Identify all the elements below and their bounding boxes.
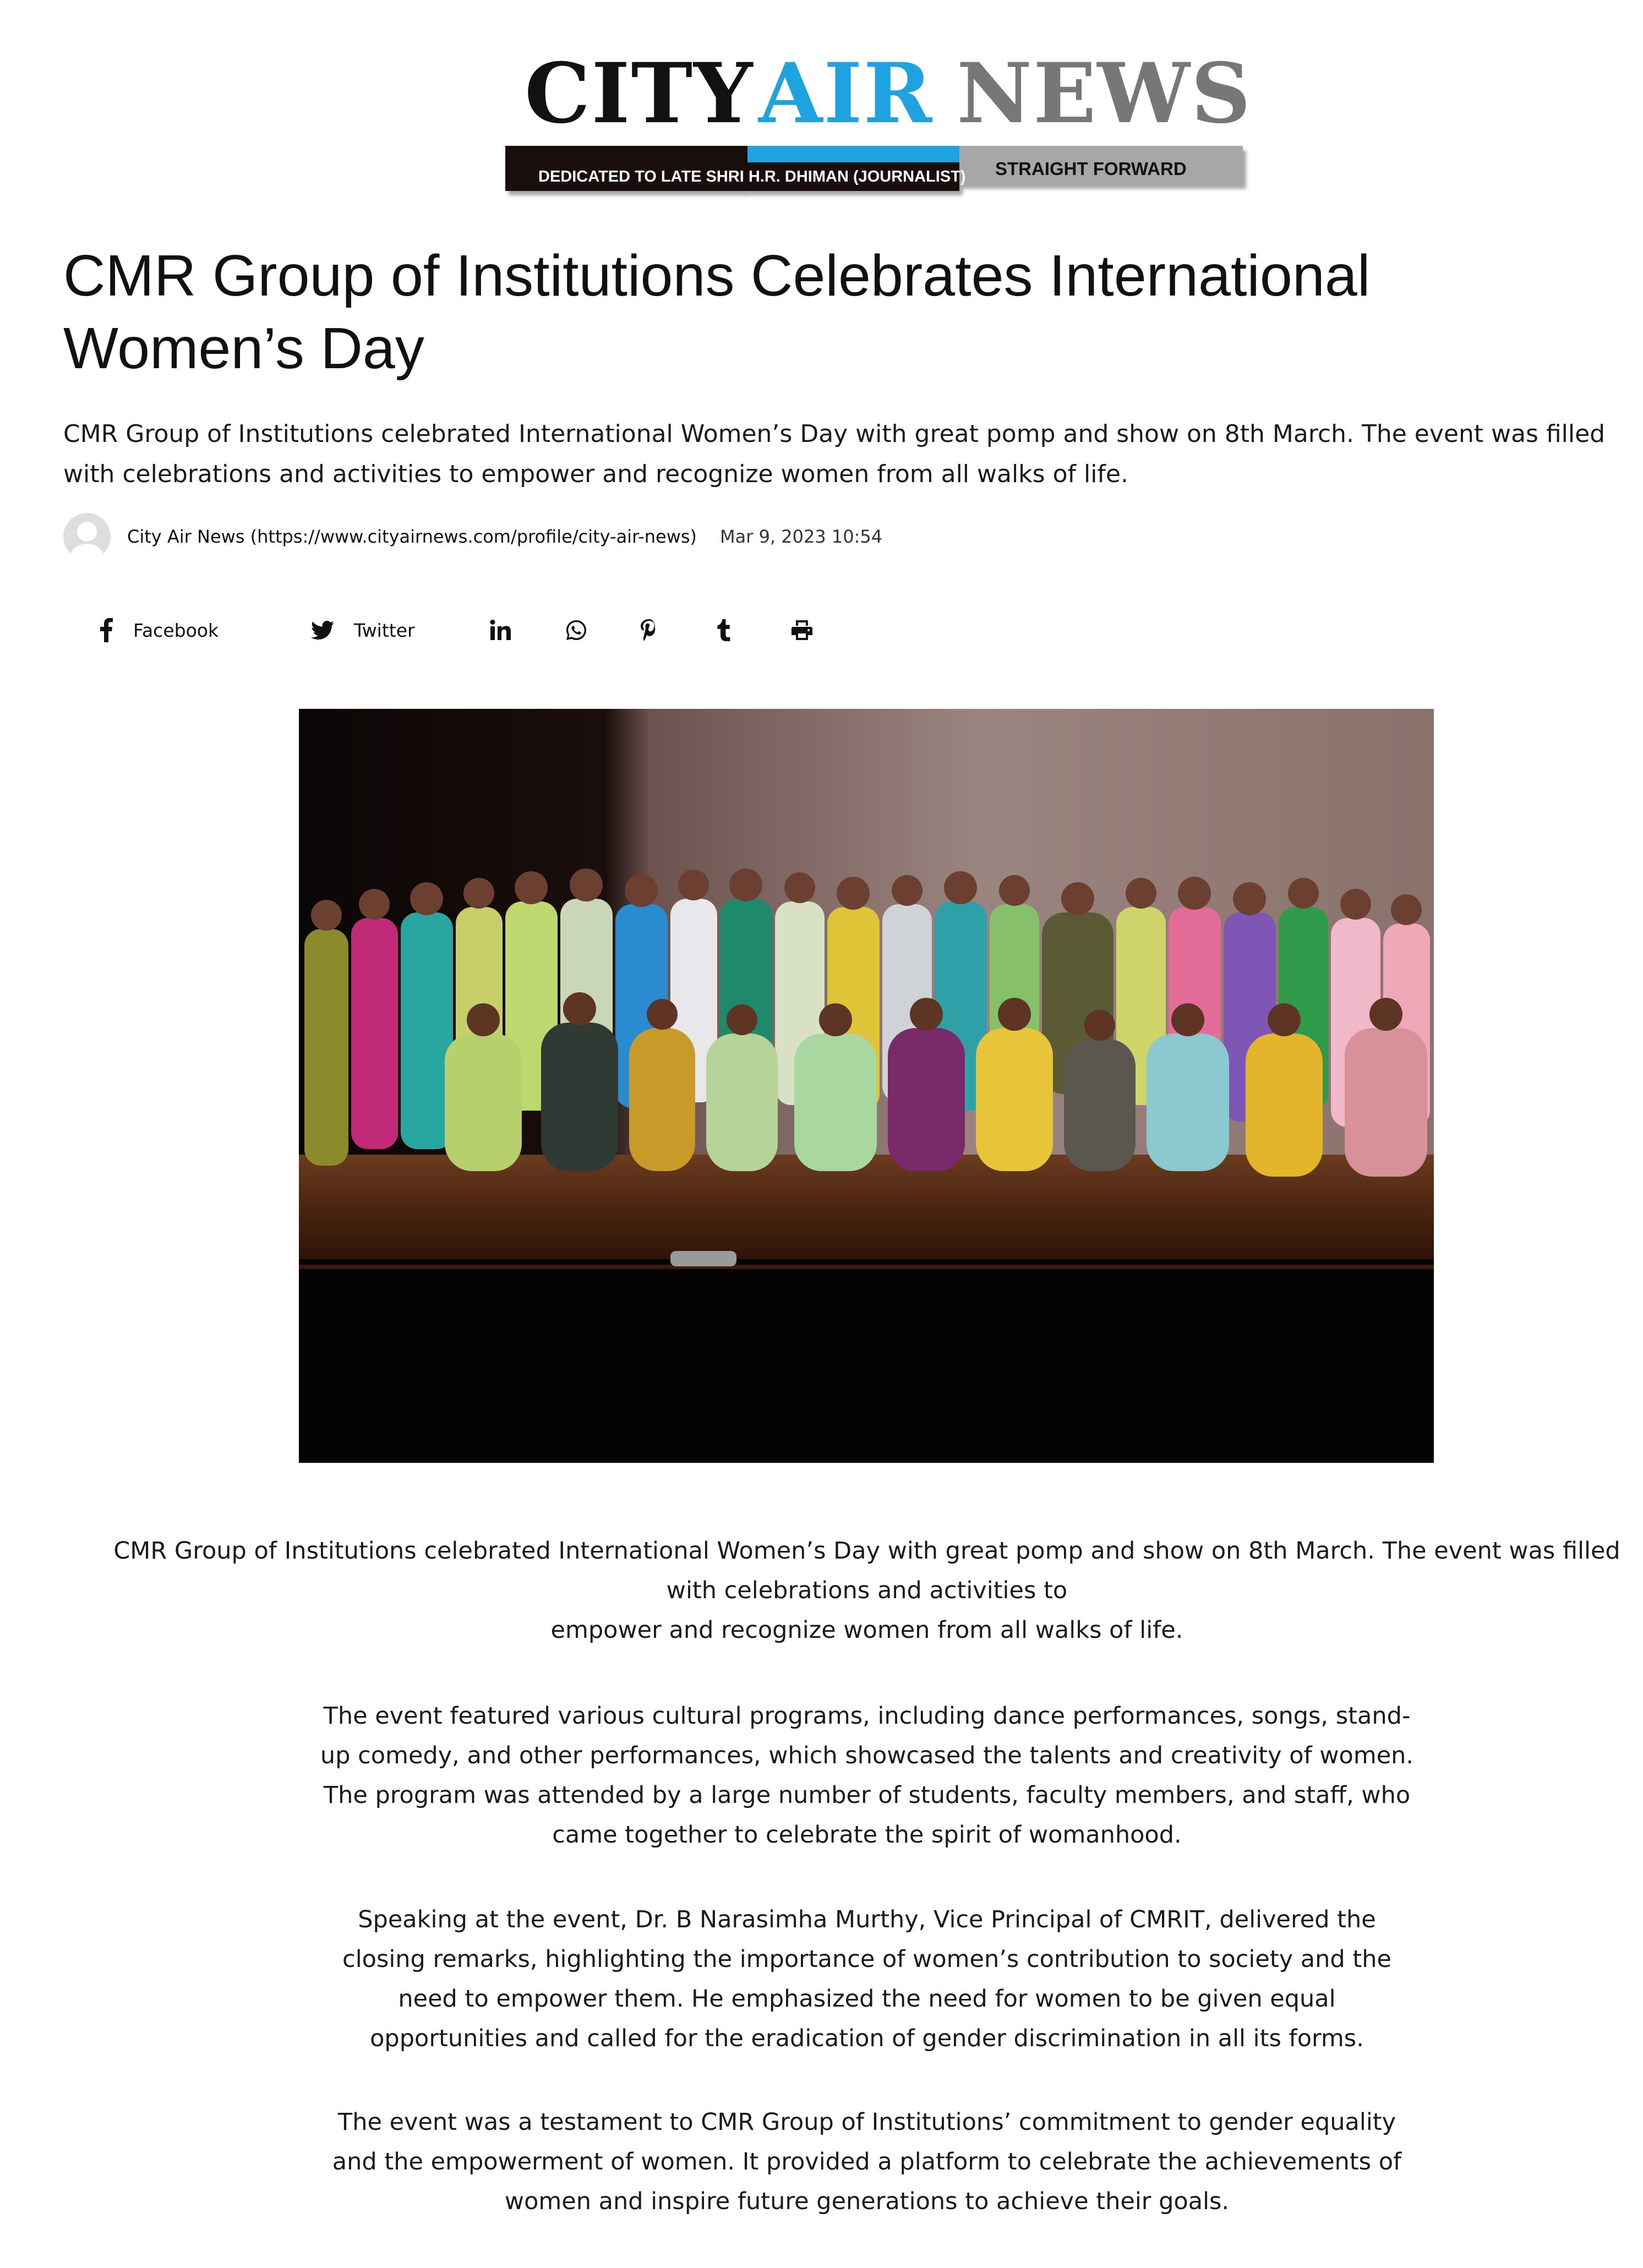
facebook-icon	[99, 618, 113, 642]
tumblr-icon	[716, 619, 730, 641]
article-lede: CMR Group of Institutions celebrated International Women’s Day with great pomp and show on 8th March. The event was filled with celebrations and activities to empower and recognize women from all walks of life.	[63, 420, 1606, 488]
share-facebook-label: Facebook	[133, 619, 219, 641]
share-twitter-label: Twitter	[354, 619, 415, 641]
logo-word-city: CITY	[525, 45, 754, 142]
share-print-button[interactable]	[792, 620, 867, 640]
article-paragraph-4: The event was a testament to CMR Group of Institutions’ commitment to gender equality and the empowerment of women. It provided a platform to celebrate the achievements of women and inspire future generations to achieve their goals.	[332, 2108, 1402, 2215]
front-row-people	[445, 1023, 1427, 1177]
logo-bar-accent	[747, 146, 959, 162]
article-paragraph-1-line-1: CMR Group of Institutions celebrated International Women’s Day with great pomp and show on 8th March. The event was filled with celebrations and activities to	[113, 1537, 1620, 1604]
logo-dedication: DEDICATED TO LATE SHRI H.R. DHIMAN (JOURNALIST)	[538, 168, 966, 185]
article-title: CMR Group of Institutions Celebrates International Women’s Day	[63, 243, 1371, 381]
avatar-head-shape	[77, 522, 97, 542]
avatar[interactable]	[63, 513, 111, 560]
share-pinterest-button[interactable]	[641, 619, 716, 641]
stage-monitor-shape	[670, 1251, 736, 1266]
article-paragraph-3: Speaking at the event, Dr. B Narasimha Murthy, Vice Principal of CMRIT, delivered the closing remarks, highlighting the importance of women’s contribution to society and the need to empower them. He emphasized the need for women to be given equal opportunities and called for the eradication of gender discrimination in all its forms.	[342, 1906, 1391, 2052]
article-paragraph-1-line-2: empower and recognize women from all walks of life.	[550, 1616, 1183, 1644]
publish-date: Mar 9, 2023 10:54	[720, 526, 883, 547]
byline	[63, 512, 882, 561]
logo-word-news: NEWS	[957, 45, 1252, 142]
share-tumblr-button[interactable]	[716, 619, 792, 641]
pinterest-icon	[641, 619, 657, 641]
logo-word-air: AIR	[758, 45, 934, 142]
article-paragraph-2: The event featured various cultural programs, including dance performances, songs, stand-up comedy, and other performances, which showcased the talents and creativity of women. The program was attended by a large number of students, faculty members, and staff, who came together to celebrate the spirit of womanhood.	[320, 1702, 1414, 1849]
share-twitter-button[interactable]	[311, 620, 490, 641]
share-whatsapp-button[interactable]	[565, 619, 641, 641]
share-bar	[99, 608, 867, 652]
linkedin-icon	[490, 620, 511, 641]
whatsapp-icon	[565, 619, 587, 641]
share-linkedin-button[interactable]	[490, 620, 565, 641]
print-icon	[792, 620, 812, 640]
logo-tagline: STRAIGHT FORWARD	[995, 159, 1187, 179]
article-paragraph-1	[107, 1531, 1626, 1650]
twitter-icon	[311, 621, 334, 640]
avatar-shoulders-shape	[70, 544, 104, 560]
site-logo[interactable]	[505, 45, 1252, 198]
author-link[interactable]: City Air News (https://www.cityairnews.com/profile/city-air-news)	[127, 526, 697, 547]
group-photo-image	[299, 709, 1434, 1463]
share-facebook-button[interactable]	[99, 618, 311, 642]
